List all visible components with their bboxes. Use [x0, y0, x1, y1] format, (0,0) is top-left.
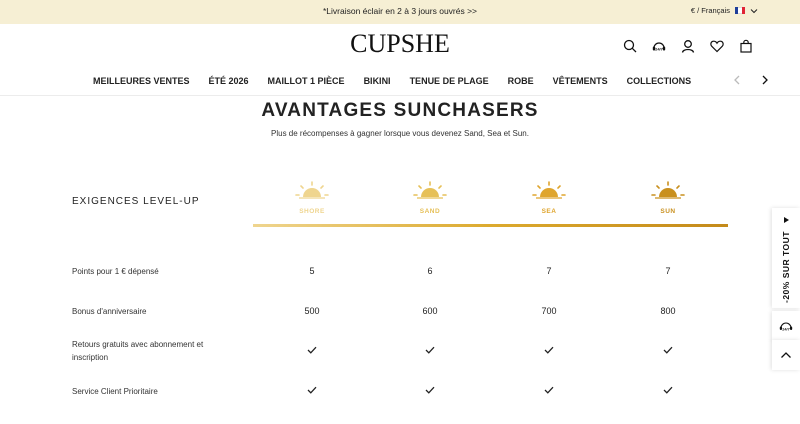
check-icon [410, 386, 450, 396]
tier-name: SUN [660, 208, 676, 215]
check-icon [529, 346, 569, 356]
requirements-label: EXIGENCES LEVEL-UP [72, 196, 200, 207]
cell-points-sea: 7 [546, 266, 552, 276]
nav-prev-arrow-icon[interactable] [732, 74, 742, 86]
tier-sun [648, 180, 688, 215]
site-logo[interactable]: CUPSHE [350, 29, 450, 58]
wishlist-heart-icon[interactable] [709, 38, 725, 54]
nav-next-arrow-icon[interactable] [760, 74, 770, 86]
nav-item-best-sellers[interactable]: MEILLEURES VENTES [93, 76, 190, 86]
check-icon [648, 346, 688, 356]
site-header [0, 24, 800, 68]
discount-side-tab[interactable] [772, 208, 800, 308]
nav-item-summer[interactable]: ÉTÉ 2026 [208, 76, 249, 86]
tier-shore [292, 180, 332, 215]
half-sun-icon [529, 180, 569, 202]
tier-sea [529, 180, 569, 215]
check-icon [292, 346, 332, 356]
france-flag-icon [735, 7, 745, 14]
support-chat-button[interactable] [772, 311, 800, 341]
svg-text:24/7: 24/7 [782, 327, 790, 332]
chevron-up-icon [780, 351, 792, 359]
support-chat-icon [778, 319, 794, 333]
half-sun-icon [648, 180, 688, 202]
triangle-right-icon [782, 216, 790, 224]
tier-name: SHORE [299, 208, 325, 215]
nav-item-collections[interactable]: COLLECTIONS [626, 76, 692, 86]
cell-birthday-sun: 800 [660, 306, 676, 316]
row-label-birthday-bonus: Bonus d'anniversaire [72, 307, 147, 316]
main-navigation [0, 68, 800, 96]
cell-points-sun: 7 [665, 266, 671, 276]
check-icon [410, 346, 450, 356]
tier-sand [410, 180, 450, 215]
back-to-top-button[interactable] [772, 340, 800, 370]
row-label-points: Points pour 1 € dépensé [72, 267, 159, 276]
nav-item-dress[interactable]: ROBE [507, 76, 534, 86]
row-label-free-returns: Retours gratuits avec abonnement et inscription [72, 340, 204, 362]
page-subtitle: Plus de récompenses à gagner lorsque vous devenez Sand, Sea et Sun. [271, 129, 529, 138]
nav-item-beachwear[interactable]: TENUE DE PLAGE [409, 76, 489, 86]
nav-item-one-piece[interactable]: MAILLOT 1 PIÈCE [267, 76, 345, 86]
promo-link[interactable]: *Livraison éclair en 2 à 3 jours ouvrés >> [322, 6, 478, 16]
header-icons [622, 38, 754, 54]
shopping-bag-icon[interactable] [738, 38, 754, 54]
cell-birthday-shore: 500 [304, 306, 320, 316]
tier-name: SAND [419, 208, 441, 215]
locale-selector[interactable] [691, 6, 758, 15]
support-chat-icon[interactable] [651, 38, 667, 54]
nav-item-bikini[interactable]: BIKINI [363, 76, 391, 86]
search-icon[interactable] [622, 38, 638, 54]
cell-points-shore: 5 [309, 266, 315, 276]
half-sun-icon [292, 180, 332, 202]
row-label-priority-service: Service Client Prioritaire [72, 387, 158, 396]
nav-item-clothing[interactable]: VÊTEMENTS [552, 76, 608, 86]
tier-name: SEA [541, 208, 557, 215]
check-icon [648, 386, 688, 396]
half-sun-icon [410, 180, 450, 202]
locale-label: € / Français [690, 6, 730, 15]
chevron-down-icon [750, 7, 758, 15]
tier-gradient-bar [253, 224, 728, 227]
check-icon [292, 386, 332, 396]
cell-points-sand: 6 [427, 266, 433, 276]
promo-bar [0, 0, 800, 24]
cell-birthday-sand: 600 [422, 306, 438, 316]
check-icon [529, 386, 569, 396]
svg-text:24/7: 24/7 [655, 46, 663, 52]
account-icon[interactable] [680, 38, 696, 54]
cell-birthday-sea: 700 [541, 306, 557, 316]
page-title: AVANTAGES SUNCHASERS [261, 100, 539, 121]
discount-label: -20% SUR TOUT [781, 231, 791, 303]
